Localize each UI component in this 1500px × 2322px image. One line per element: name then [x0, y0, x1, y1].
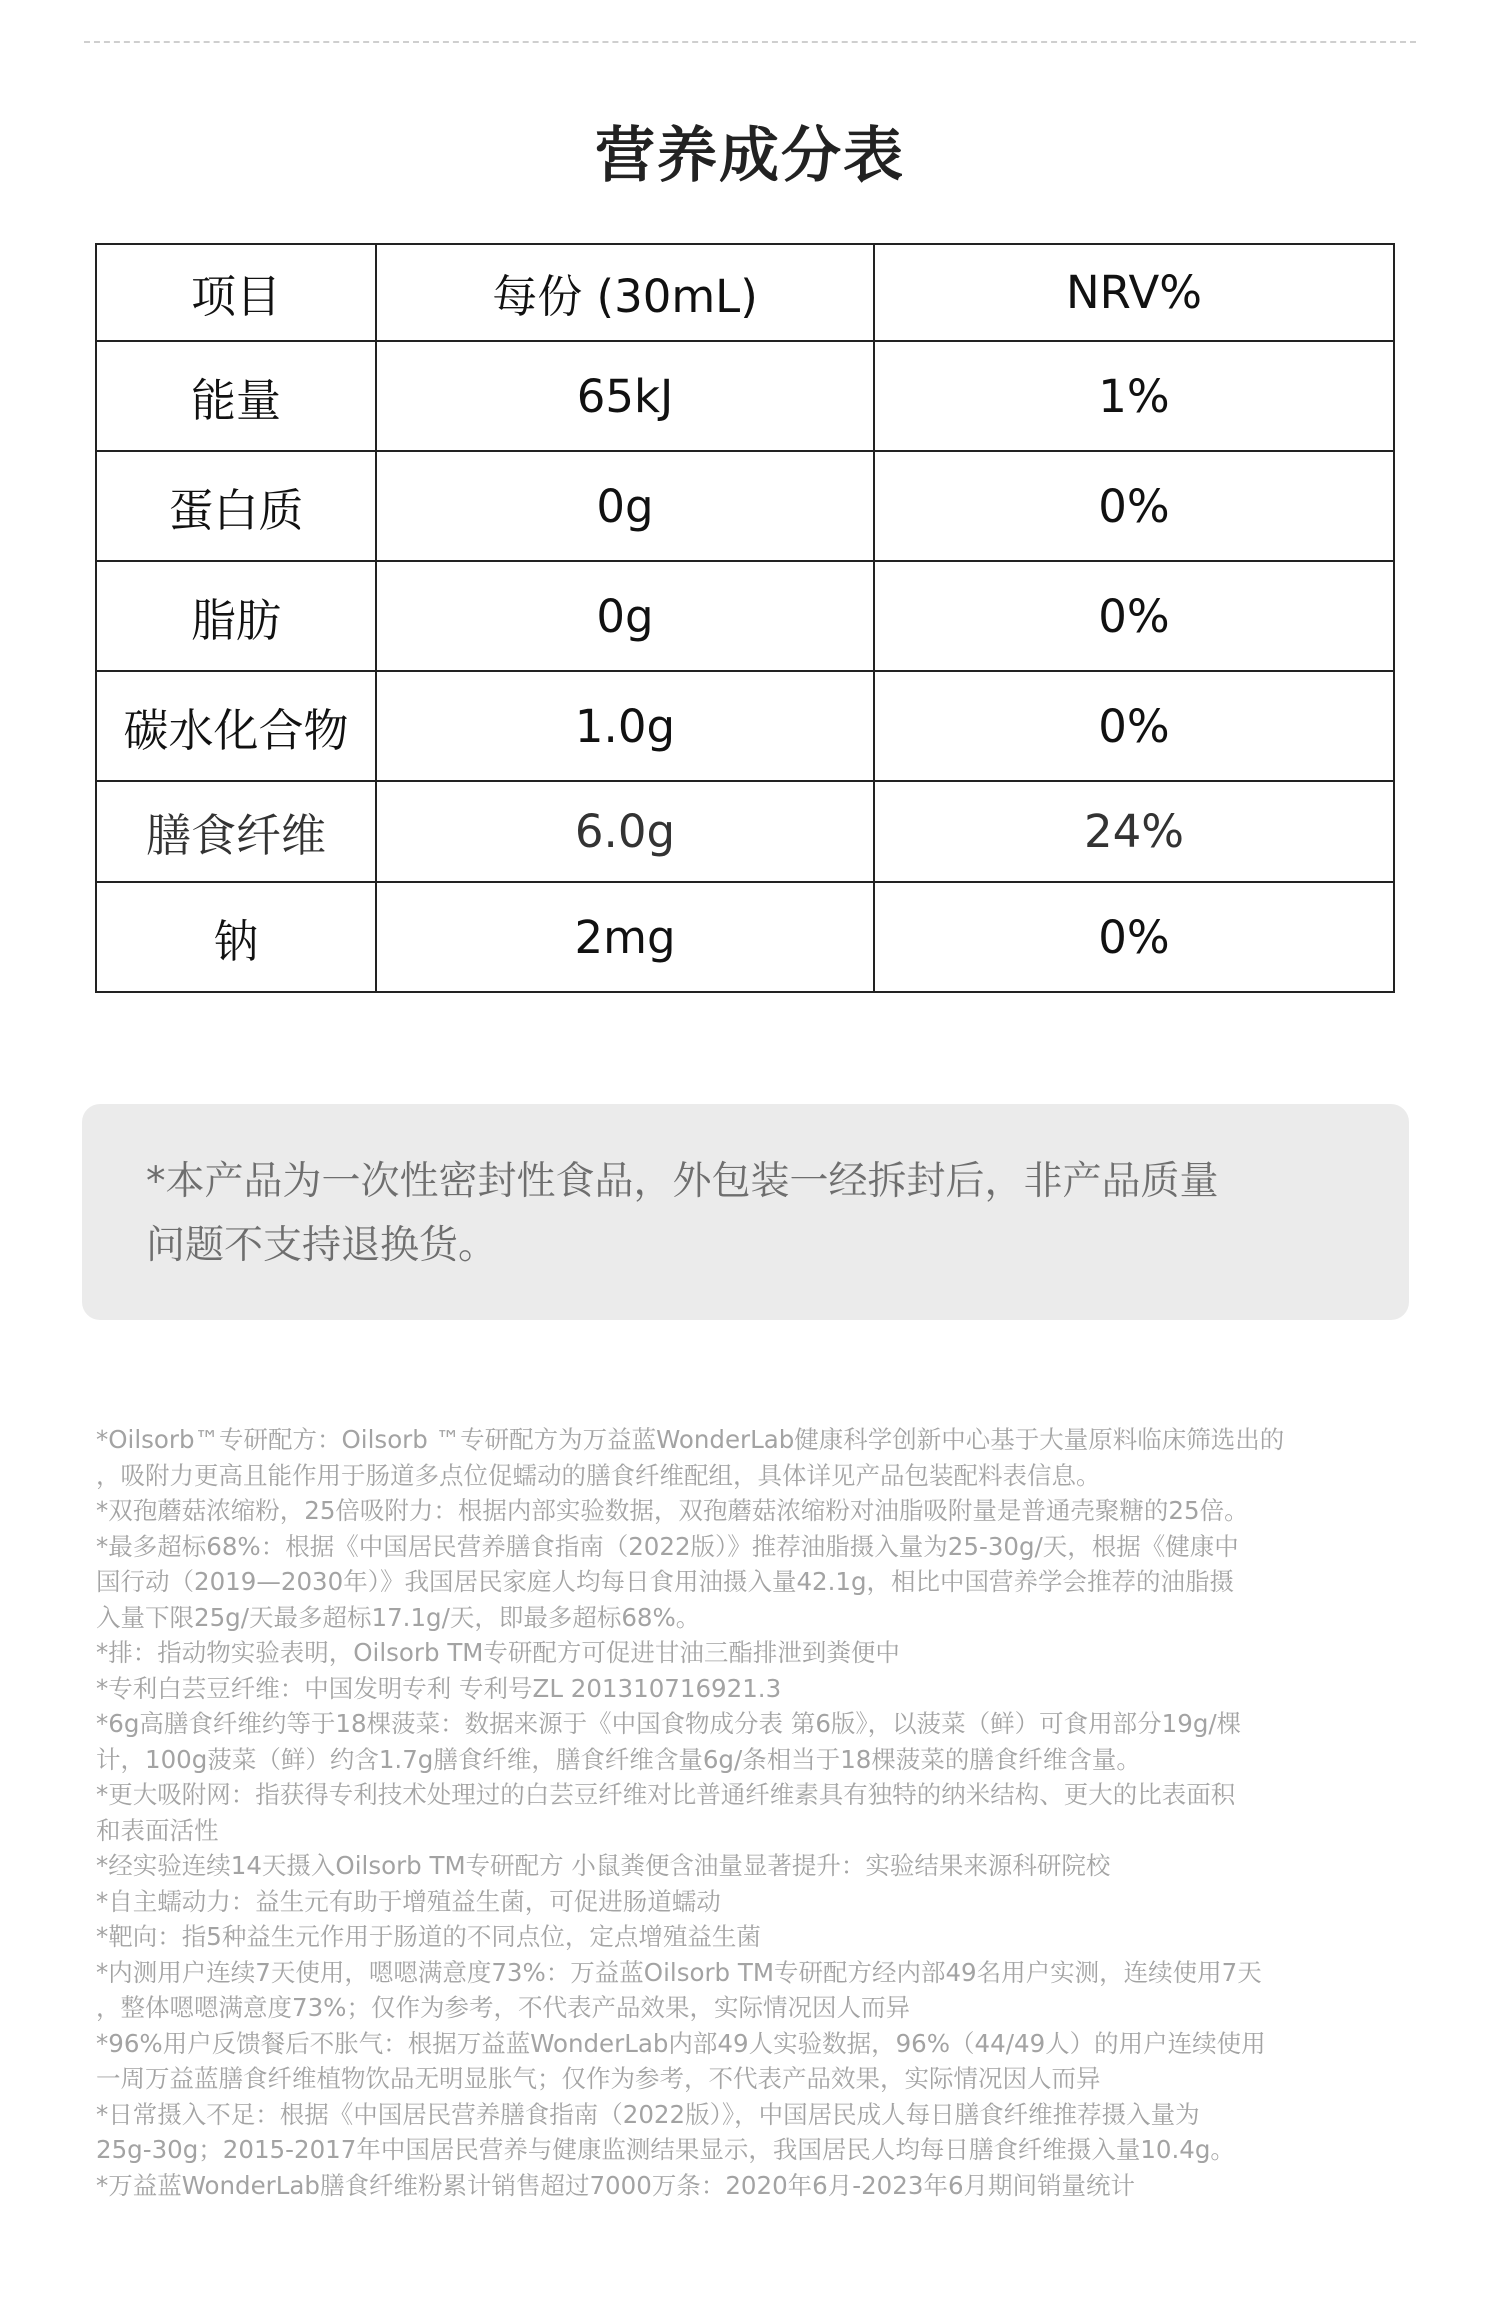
- row-item: 能量: [96, 341, 376, 451]
- footnote-line: *更大吸附网：指获得专利技术处理过的白芸豆纤维对比普通纤维素具有独特的纳米结构、更大的比表面积: [96, 1780, 1236, 1809]
- row-nrv: 0%: [874, 451, 1394, 561]
- header-item: 项目: [96, 244, 376, 341]
- row-nrv: 0%: [874, 561, 1394, 671]
- return-policy-notice: [82, 1104, 1409, 1320]
- notice-line: 问题不支持退换货。: [146, 1223, 498, 1268]
- footnote-line: *专利白芸豆纤维：中国发明专利 专利号ZL 201310716921.3: [96, 1673, 782, 1703]
- footnote-line: 计，100g菠菜（鲜）约含1.7g膳食纤维，膳食纤维含量6g/条相当于18棵菠菜的膳食纤维含量。: [96, 1744, 1141, 1774]
- footnotes: [96, 1422, 1416, 2203]
- footnote-line: 和表面活性: [96, 1815, 219, 1845]
- footnote-line: 25g-30g；2015-2017年中国居民营养与健康监测结果显示，我国居民人均每日膳食纤维摄入量10.4g。: [96, 2135, 1235, 2164]
- footnote-line: 一周万益蓝膳食纤维植物饮品无明显胀气；仅作为参考，不代表产品效果，实际情况因人而异: [96, 2064, 1101, 2093]
- row-item: 膳食纤维: [96, 781, 376, 882]
- table-row: [96, 561, 1394, 671]
- top-dashed-divider: [84, 41, 1416, 43]
- row-nrv: 24%: [874, 781, 1394, 882]
- row-per-serving: 6.0g: [376, 781, 874, 882]
- footnote-line: *自主蠕动力：益生元有助于增殖益生菌，可促进肠道蠕动: [96, 1886, 721, 1916]
- footnote-line: *内测用户连续7天使用，嗯嗯满意度73%：万益蓝Oilsorb TM专研配方经内部49名用户实测，连续使用7天: [96, 1957, 1262, 1987]
- header-nrv: NRV%: [874, 244, 1394, 341]
- footnote-line: 国行动（2019—2030年）》我国居民家庭人均每日食用油摄入量42.1g，相比中国营养学会推荐的油脂摄: [96, 1567, 1235, 1596]
- row-per-serving: 2mg: [376, 882, 874, 992]
- table-row: [96, 671, 1394, 781]
- footnote-line: *经实验连续14天摄入Oilsorb TM专研配方 小鼠粪便含油量显著提升：实验结果来源科研院校: [96, 1851, 1111, 1880]
- row-item: 蛋白质: [96, 451, 376, 561]
- footnote-line: *日常摄入不足：根据《中国居民营养膳食指南（2022版）》，中国居民成人每日膳食纤维推荐摄入量为: [96, 2099, 1200, 2129]
- row-nrv: 1%: [874, 341, 1394, 451]
- table-row: [96, 451, 1394, 561]
- row-nrv: 0%: [874, 671, 1394, 781]
- row-item: 脂肪: [96, 561, 376, 671]
- row-per-serving: 0g: [376, 451, 874, 561]
- footnote-line: *Oilsorb™专研配方：Oilsorb ™专研配方为万益蓝WonderLab健康科学创新中心基于大量原料临床筛选出的: [96, 1425, 1285, 1454]
- table-row: [96, 341, 1394, 451]
- footnote-line: ，整体嗯嗯满意度73%；仅作为参考，不代表产品效果，实际情况因人而异: [96, 1993, 910, 2022]
- row-per-serving: 0g: [376, 561, 874, 671]
- row-per-serving: 1.0g: [376, 671, 874, 781]
- nutrition-table: [95, 243, 1395, 993]
- footnote-line: *靶向：指5种益生元作用于肠道的不同点位，定点增殖益生菌: [96, 1922, 761, 1951]
- footnote-line: *万益蓝WonderLab膳食纤维粉累计销售超过7000万条：2020年6月-2023年6月期间销量统计: [96, 2170, 1136, 2200]
- footnote-line: *96%用户反馈餐后不胀气：根据万益蓝WonderLab内部49人实验数据，96%（44/49人）的用户连续使用: [96, 2028, 1266, 2058]
- footnote-line: 入量下限25g/天最多超标17.1g/天，即最多超标68%。: [96, 1602, 701, 1632]
- notice-line: *本产品为一次性密封性食品，外包装一经拆封后，非产品质量: [146, 1159, 1219, 1204]
- row-item: 碳水化合物: [96, 671, 376, 781]
- header-per-serving: 每份 (30mL): [376, 244, 874, 341]
- footnote-line: *排：指动物实验表明，Oilsorb TM专研配方可促进甘油三酯排泄到粪便中: [96, 1638, 900, 1667]
- footnote-line: *最多超标68%：根据《中国居民营养膳食指南（2022版）》推荐油脂摄入量为25-30g/天，根据《健康中: [96, 1531, 1239, 1561]
- row-item: 钠: [96, 882, 376, 992]
- table-header-row: [96, 244, 1394, 341]
- table-row: [96, 882, 1394, 992]
- row-per-serving: 65kJ: [376, 341, 874, 451]
- page-title: 营养成分表: [595, 121, 905, 191]
- footnote-line: *双孢蘑菇浓缩粉，25倍吸附力：根据内部实验数据，双孢蘑菇浓缩粉对油脂吸附量是普通壳聚糖的25倍。: [96, 1496, 1249, 1525]
- footnote-line: ，吸附力更高且能作用于肠道多点位促蠕动的膳食纤维配组，具体详见产品包装配料表信息。: [96, 1460, 1101, 1490]
- table-row: [96, 781, 1394, 882]
- row-nrv: 0%: [874, 882, 1394, 992]
- footnote-line: *6g高膳食纤维约等于18棵菠菜：数据来源于《中国食物成分表 第6版》，以菠菜（鲜）可食用部分19g/棵: [96, 1709, 1242, 1738]
